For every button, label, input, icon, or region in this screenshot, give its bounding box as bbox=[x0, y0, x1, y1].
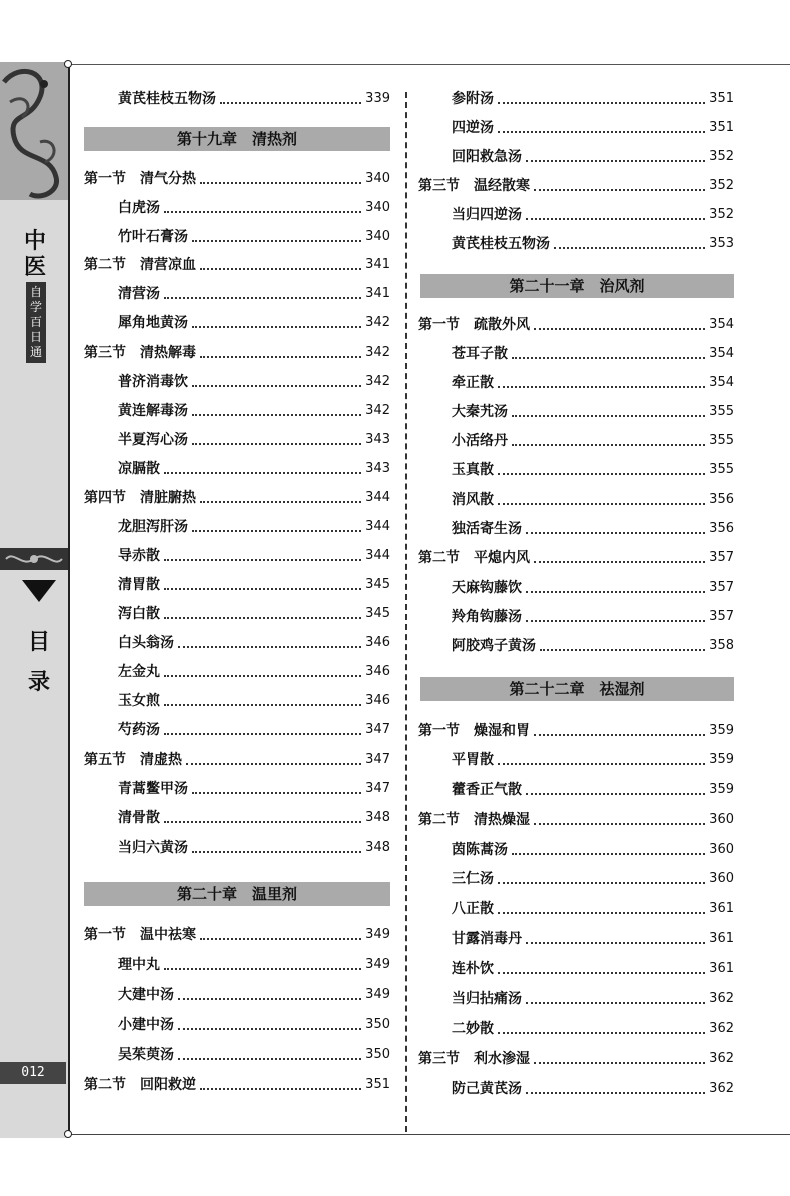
dot-leader bbox=[192, 375, 361, 387]
dot-leader bbox=[498, 1022, 705, 1034]
entry-title: 第三节 利水渗湿 bbox=[418, 1051, 530, 1067]
dot-leader bbox=[200, 346, 361, 358]
entry-title: 第二节 清营凉血 bbox=[84, 257, 196, 273]
dot-leader bbox=[512, 347, 705, 359]
dot-leader bbox=[200, 258, 361, 270]
corner-dot bbox=[64, 60, 72, 68]
book-subtitle: 自学百日通 bbox=[26, 282, 46, 363]
section-entry bbox=[418, 545, 734, 569]
entry-page: 339 bbox=[365, 90, 390, 106]
chapter-heading: 第二十二章 祛湿剂 bbox=[420, 677, 734, 701]
section-entry bbox=[418, 1046, 734, 1070]
toc-entry bbox=[452, 896, 734, 920]
dot-leader bbox=[512, 434, 705, 446]
entry-title: 第二节 清热燥湿 bbox=[418, 812, 530, 828]
entry-title: 竹叶石膏汤 bbox=[118, 229, 188, 245]
dot-leader bbox=[526, 522, 705, 534]
dot-leader bbox=[220, 92, 361, 104]
dot-leader bbox=[178, 1018, 361, 1030]
entry-title: 普济消毒饮 bbox=[118, 374, 188, 390]
entry-page: 352 bbox=[709, 148, 734, 164]
entry-page: 354 bbox=[709, 345, 734, 361]
entry-page: 340 bbox=[365, 228, 390, 244]
toc-entry bbox=[118, 398, 390, 422]
dot-leader bbox=[164, 694, 361, 706]
entry-title: 清胃散 bbox=[118, 577, 160, 593]
toc-entry bbox=[452, 341, 734, 365]
entry-page: 357 bbox=[709, 608, 734, 624]
entry-page: 344 bbox=[365, 547, 390, 563]
toc-entry bbox=[118, 776, 390, 800]
entry-page: 342 bbox=[365, 314, 390, 330]
toc-entry bbox=[118, 86, 390, 110]
entry-title: 第二节 回阳救逆 bbox=[84, 1077, 196, 1093]
column-divider bbox=[405, 92, 407, 1132]
section-entry bbox=[418, 807, 734, 831]
toc-entry bbox=[452, 487, 734, 511]
section-entry bbox=[84, 252, 390, 276]
dot-leader bbox=[164, 607, 361, 619]
toc-entry bbox=[452, 956, 734, 980]
entry-title: 参附汤 bbox=[452, 91, 494, 107]
page-number: 012 bbox=[0, 1062, 66, 1084]
section-label: 目录 bbox=[28, 629, 51, 695]
entry-title: 清营汤 bbox=[118, 286, 160, 302]
toc-entry bbox=[452, 144, 734, 168]
toc-entry bbox=[118, 952, 390, 976]
dot-leader bbox=[534, 813, 705, 825]
toc-entry bbox=[118, 982, 390, 1006]
dot-leader bbox=[164, 287, 361, 299]
dot-leader bbox=[498, 121, 705, 133]
entry-page: 351 bbox=[709, 90, 734, 106]
dot-leader bbox=[540, 639, 705, 651]
entry-title: 黄芪桂枝五物汤 bbox=[118, 91, 216, 107]
entry-page: 359 bbox=[709, 781, 734, 797]
entry-title: 青蒿鳖甲汤 bbox=[118, 781, 188, 797]
toc-entry bbox=[118, 572, 390, 596]
dot-leader bbox=[498, 463, 705, 475]
entry-title: 犀角地黄汤 bbox=[118, 315, 188, 331]
entry-page: 340 bbox=[365, 199, 390, 215]
dot-leader bbox=[512, 405, 705, 417]
entry-title: 理中丸 bbox=[118, 957, 160, 973]
entry-page: 343 bbox=[365, 460, 390, 476]
entry-title: 回阳救急汤 bbox=[452, 149, 522, 165]
entry-title: 小建中汤 bbox=[118, 1017, 174, 1033]
down-triangle-icon bbox=[22, 580, 56, 602]
toc-entry bbox=[118, 310, 390, 334]
toc-entry bbox=[118, 659, 390, 683]
dot-leader bbox=[192, 841, 361, 853]
section-entry bbox=[84, 1072, 390, 1096]
section-entry bbox=[84, 340, 390, 364]
entry-title: 天麻钩藤饮 bbox=[452, 580, 522, 596]
entry-page: 357 bbox=[709, 549, 734, 565]
entry-page: 348 bbox=[365, 809, 390, 825]
entry-page: 345 bbox=[365, 576, 390, 592]
entry-page: 343 bbox=[365, 431, 390, 447]
entry-title: 第一节 清气分热 bbox=[84, 171, 196, 187]
section-entry bbox=[418, 312, 734, 336]
entry-title: 大建中汤 bbox=[118, 987, 174, 1003]
entry-title: 黄连解毒汤 bbox=[118, 403, 188, 419]
dot-leader bbox=[200, 1078, 361, 1090]
toc-entry bbox=[452, 926, 734, 950]
entry-page: 352 bbox=[709, 206, 734, 222]
entry-page: 344 bbox=[365, 489, 390, 505]
bottom-rule bbox=[70, 1134, 790, 1135]
entry-page: 341 bbox=[365, 285, 390, 301]
entry-page: 361 bbox=[709, 960, 734, 976]
entry-title: 左金丸 bbox=[118, 664, 160, 680]
entry-title: 大秦艽汤 bbox=[452, 404, 508, 420]
entry-title: 第五节 清虚热 bbox=[84, 752, 182, 768]
section-entry bbox=[84, 922, 390, 946]
top-rule bbox=[68, 64, 790, 65]
dot-leader bbox=[164, 958, 361, 970]
toc-entry bbox=[118, 1042, 390, 1066]
dot-leader bbox=[534, 724, 705, 736]
entry-title: 凉膈散 bbox=[118, 461, 160, 477]
toc-entry bbox=[452, 86, 734, 110]
toc-entry bbox=[452, 399, 734, 423]
section-entry bbox=[84, 747, 390, 771]
toc-entry bbox=[118, 688, 390, 712]
dot-leader bbox=[498, 872, 705, 884]
entry-title: 消风散 bbox=[452, 492, 494, 508]
dot-leader bbox=[164, 549, 361, 561]
dot-leader bbox=[186, 753, 361, 765]
entry-title: 清骨散 bbox=[118, 810, 160, 826]
chapter-heading: 第十九章 清热剂 bbox=[84, 127, 390, 151]
dot-leader bbox=[526, 581, 705, 593]
entry-title: 小活络丹 bbox=[452, 433, 508, 449]
dot-leader bbox=[526, 150, 705, 162]
entry-page: 349 bbox=[365, 986, 390, 1002]
entry-page: 340 bbox=[365, 170, 390, 186]
entry-title: 连朴饮 bbox=[452, 961, 494, 977]
toc-entry bbox=[452, 457, 734, 481]
entry-title: 平胃散 bbox=[452, 752, 494, 768]
toc-entry bbox=[118, 601, 390, 625]
dot-leader bbox=[526, 1082, 705, 1094]
entry-title: 牵正散 bbox=[452, 375, 494, 391]
toc-entry bbox=[118, 1012, 390, 1036]
entry-title: 玉真散 bbox=[452, 462, 494, 478]
dot-leader bbox=[192, 433, 361, 445]
entry-page: 345 bbox=[365, 605, 390, 621]
dot-leader bbox=[498, 92, 705, 104]
dot-leader bbox=[164, 462, 361, 474]
entry-page: 347 bbox=[365, 780, 390, 796]
dot-leader bbox=[526, 783, 705, 795]
toc-entry bbox=[118, 630, 390, 654]
entry-title: 导赤散 bbox=[118, 548, 160, 564]
entry-page: 360 bbox=[709, 870, 734, 886]
entry-page: 354 bbox=[709, 316, 734, 332]
dot-leader bbox=[192, 316, 361, 328]
dot-leader bbox=[164, 665, 361, 677]
dot-leader bbox=[164, 811, 361, 823]
dot-leader bbox=[526, 932, 705, 944]
entry-page: 362 bbox=[709, 1020, 734, 1036]
toc-entry bbox=[452, 370, 734, 394]
toc-entry bbox=[118, 456, 390, 480]
entry-page: 351 bbox=[365, 1076, 390, 1092]
toc-entry bbox=[118, 805, 390, 829]
dot-leader bbox=[164, 201, 361, 213]
dot-leader bbox=[192, 230, 361, 242]
toc-entry bbox=[118, 369, 390, 393]
entry-page: 350 bbox=[365, 1016, 390, 1032]
scroll-ornament bbox=[0, 548, 68, 570]
section-entry bbox=[84, 485, 390, 509]
dot-leader bbox=[192, 520, 361, 532]
dot-leader bbox=[192, 782, 361, 794]
entry-title: 第一节 燥湿和胃 bbox=[418, 723, 530, 739]
entry-title: 龙胆泻肝汤 bbox=[118, 519, 188, 535]
section-entry bbox=[418, 173, 734, 197]
entry-page: 346 bbox=[365, 692, 390, 708]
entry-title: 芍药汤 bbox=[118, 722, 160, 738]
entry-title: 吴茱萸汤 bbox=[118, 1047, 174, 1063]
entry-page: 359 bbox=[709, 722, 734, 738]
entry-title: 当归拈痛汤 bbox=[452, 991, 522, 1007]
entry-page: 355 bbox=[709, 403, 734, 419]
entry-page: 349 bbox=[365, 926, 390, 942]
entry-page: 346 bbox=[365, 663, 390, 679]
entry-page: 356 bbox=[709, 491, 734, 507]
sidebar-border bbox=[68, 62, 70, 1136]
entry-page: 361 bbox=[709, 900, 734, 916]
toc-entry bbox=[452, 115, 734, 139]
dot-leader bbox=[164, 578, 361, 590]
entry-title: 白头翁汤 bbox=[118, 635, 174, 651]
toc-entry bbox=[452, 986, 734, 1010]
toc-entry bbox=[452, 604, 734, 628]
dot-leader bbox=[164, 723, 361, 735]
toc-entry bbox=[452, 516, 734, 540]
toc-entry bbox=[118, 514, 390, 538]
entry-page: 349 bbox=[365, 956, 390, 972]
entry-title: 第一节 疏散外风 bbox=[418, 317, 530, 333]
dot-leader bbox=[554, 237, 705, 249]
entry-page: 346 bbox=[365, 634, 390, 650]
entry-page: 342 bbox=[365, 344, 390, 360]
entry-title: 藿香正气散 bbox=[452, 782, 522, 798]
toc-entry bbox=[452, 575, 734, 599]
chapter-heading: 第二十一章 治风剂 bbox=[420, 274, 734, 298]
entry-page: 359 bbox=[709, 751, 734, 767]
dragon-ornament bbox=[0, 62, 68, 200]
entry-page: 362 bbox=[709, 1050, 734, 1066]
entry-title: 八正散 bbox=[452, 901, 494, 917]
entry-page: 355 bbox=[709, 432, 734, 448]
toc-entry bbox=[118, 224, 390, 248]
dot-leader bbox=[498, 902, 705, 914]
dot-leader bbox=[178, 1048, 361, 1060]
toc-entry bbox=[452, 837, 734, 861]
entry-page: 341 bbox=[365, 256, 390, 272]
entry-title: 独活寄生汤 bbox=[452, 521, 522, 537]
entry-title: 白虎汤 bbox=[118, 200, 160, 216]
entry-title: 泻白散 bbox=[118, 606, 160, 622]
entry-title: 甘露消毒丹 bbox=[452, 931, 522, 947]
toc-entry bbox=[452, 747, 734, 771]
dot-leader bbox=[526, 208, 705, 220]
entry-page: 347 bbox=[365, 721, 390, 737]
dot-leader bbox=[200, 172, 361, 184]
corner-dot bbox=[64, 1130, 72, 1138]
toc-entry bbox=[118, 281, 390, 305]
entry-title: 当归四逆汤 bbox=[452, 207, 522, 223]
entry-title: 四逆汤 bbox=[452, 120, 494, 136]
toc-entry bbox=[118, 427, 390, 451]
dot-leader bbox=[192, 404, 361, 416]
entry-page: 352 bbox=[709, 177, 734, 193]
entry-page: 360 bbox=[709, 841, 734, 857]
toc-entry bbox=[452, 1016, 734, 1040]
section-entry bbox=[84, 166, 390, 190]
entry-title: 阿胶鸡子黄汤 bbox=[452, 638, 536, 654]
dot-leader bbox=[498, 376, 705, 388]
dot-leader bbox=[526, 992, 705, 1004]
entry-title: 第一节 温中祛寒 bbox=[84, 927, 196, 943]
entry-page: 348 bbox=[365, 839, 390, 855]
dot-leader bbox=[534, 318, 705, 330]
entry-title: 第二节 平熄内风 bbox=[418, 550, 530, 566]
entry-page: 347 bbox=[365, 751, 390, 767]
dot-leader bbox=[498, 962, 705, 974]
toc-entry bbox=[118, 543, 390, 567]
dot-leader bbox=[200, 928, 361, 940]
toc-entry bbox=[452, 777, 734, 801]
entry-page: 358 bbox=[709, 637, 734, 653]
toc-entry bbox=[118, 835, 390, 859]
entry-title: 半夏泻心汤 bbox=[118, 432, 188, 448]
section-entry bbox=[418, 718, 734, 742]
dot-leader bbox=[498, 493, 705, 505]
toc-entry bbox=[118, 717, 390, 741]
entry-page: 361 bbox=[709, 930, 734, 946]
entry-page: 342 bbox=[365, 402, 390, 418]
toc-entry bbox=[452, 202, 734, 226]
entry-page: 362 bbox=[709, 1080, 734, 1096]
dot-leader bbox=[178, 988, 361, 1000]
entry-title: 第三节 清热解毒 bbox=[84, 345, 196, 361]
toc-entry bbox=[452, 231, 734, 255]
entry-title: 羚角钩藤汤 bbox=[452, 609, 522, 625]
entry-page: 350 bbox=[365, 1046, 390, 1062]
entry-page: 356 bbox=[709, 520, 734, 536]
entry-page: 357 bbox=[709, 579, 734, 595]
entry-page: 355 bbox=[709, 461, 734, 477]
entry-title: 防己黄芪汤 bbox=[452, 1081, 522, 1097]
entry-title: 当归六黄汤 bbox=[118, 840, 188, 856]
toc-entry bbox=[118, 195, 390, 219]
entry-page: 351 bbox=[709, 119, 734, 135]
dot-leader bbox=[526, 610, 705, 622]
toc-entry bbox=[452, 866, 734, 890]
entry-title: 玉女煎 bbox=[118, 693, 160, 709]
book-title: 中医 bbox=[24, 228, 47, 280]
dot-leader bbox=[512, 843, 705, 855]
entry-page: 344 bbox=[365, 518, 390, 534]
entry-title: 第三节 温经散寒 bbox=[418, 178, 530, 194]
dot-leader bbox=[534, 179, 705, 191]
entry-title: 茵陈蒿汤 bbox=[452, 842, 508, 858]
dot-leader bbox=[534, 551, 705, 563]
entry-page: 353 bbox=[709, 235, 734, 251]
entry-title: 二妙散 bbox=[452, 1021, 494, 1037]
toc-entry bbox=[452, 1076, 734, 1100]
entry-title: 第四节 清脏腑热 bbox=[84, 490, 196, 506]
dot-leader bbox=[178, 636, 361, 648]
dot-leader bbox=[534, 1052, 705, 1064]
entry-title: 苍耳子散 bbox=[452, 346, 508, 362]
entry-title: 三仁汤 bbox=[452, 871, 494, 887]
entry-page: 362 bbox=[709, 990, 734, 1006]
entry-title: 黄芪桂枝五物汤 bbox=[452, 236, 550, 252]
dot-leader bbox=[498, 753, 705, 765]
toc-entry bbox=[452, 633, 734, 657]
dot-leader bbox=[200, 491, 361, 503]
entry-page: 354 bbox=[709, 374, 734, 390]
chapter-heading: 第二十章 温里剂 bbox=[84, 882, 390, 906]
entry-page: 342 bbox=[365, 373, 390, 389]
entry-page: 360 bbox=[709, 811, 734, 827]
toc-entry bbox=[452, 428, 734, 452]
